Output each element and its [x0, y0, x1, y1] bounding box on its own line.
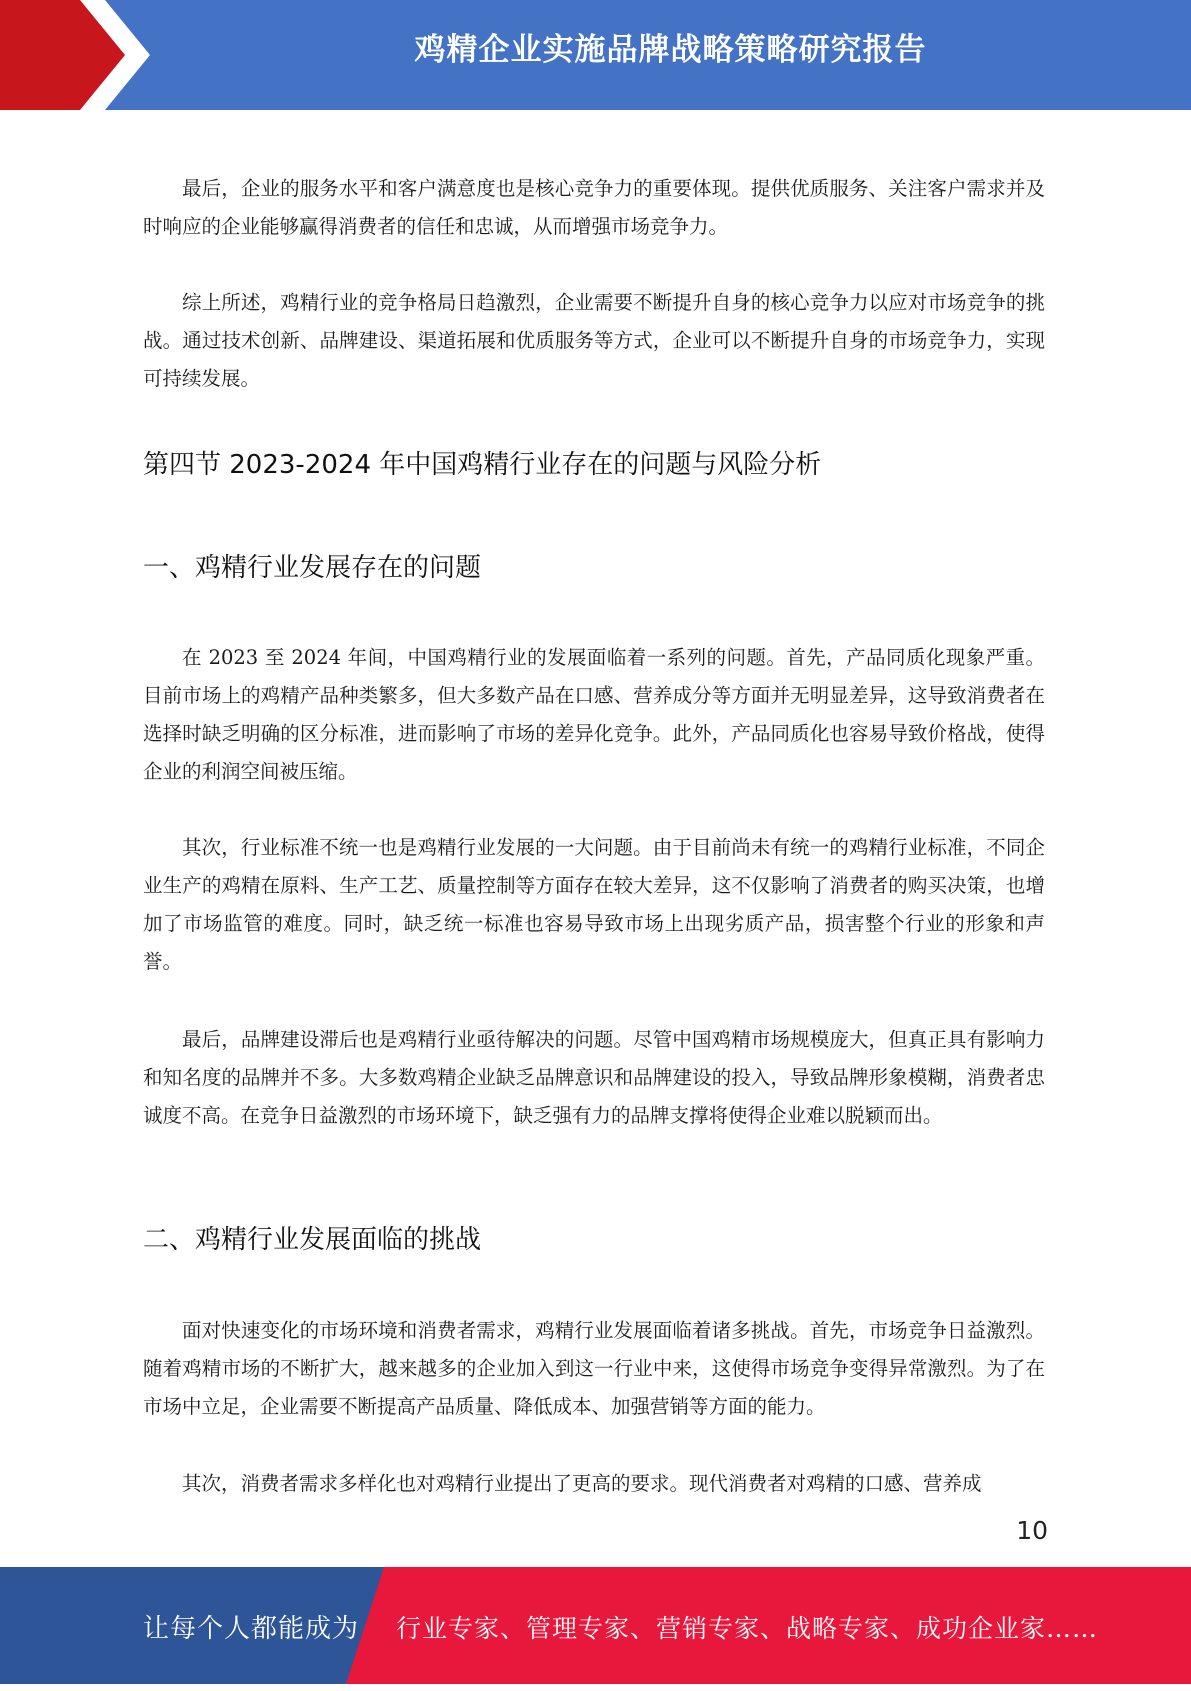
paragraph-branding: 最后，品牌建设滞后也是鸡精行业亟待解决的问题。尽管中国鸡精市场规模庞大，但真正具有影响力和知名度的品牌并不多。大多数鸡精企业缺乏品牌意识和品牌建设的投入，导致品牌形象模糊，消费者忠诚度不高。在竞争日益激烈的市场环境下，缺乏强有力的品牌支撑将使得企业难以脱颖而出。 — [143, 1028, 1045, 1127]
page-footer — [0, 1567, 1191, 1684]
paragraph-service: 最后，企业的服务水平和客户满意度也是核心竞争力的重要体现。提供优质服务、关注客户需求并及时响应的企业能够赢得消费者的信任和忠诚，从而增强市场竞争力。 — [143, 177, 1045, 238]
paragraph-homogenization: 在 2023 至 2024 年间，中国鸡精行业的发展面临着一系列的问题。首先，产品同质化现象严重。目前市场上的鸡精产品种类繁多，但大多数产品在口感、营养成分等方面并无明显差异，这导致消费者在选择时缺乏明确的区分标准，进而影响了市场的差异化竞争。此外，产品同质化也容易导致价格战，使得企业的利润空间被压缩。 — [143, 646, 1045, 783]
report-title: 鸡精企业实施品牌战略策略研究报告 — [414, 32, 927, 68]
paragraph-summary: 综上所述，鸡精行业的竞争格局日趋激烈，企业需要不断提升自身的核心竞争力以应对市场竞争的挑战。通过技术创新、品牌建设、渠道拓展和优质服务等方式，企业可以不断提升自身的市场竞争力，实现可持续发展。 — [143, 291, 1045, 390]
footer-slogan-left: 让每个人都能成为 — [143, 1614, 360, 1644]
subsection-heading-problems: 一、鸡精行业发展存在的问题 — [143, 553, 482, 583]
paragraph-standards: 其次，行业标准不统一也是鸡精行业发展的一大问题。由于目前尚未有统一的鸡精行业标准，不同企业生产的鸡精在原料、生产工艺、质量控制等方面存在较大差异，这不仅影响了消费者的购买决策，也增加了市场监管的难度。同时，缺乏统一标准也容易导致市场上出现劣质产品，损害整个行业的形象和声誉。 — [143, 836, 1045, 973]
subsection-heading-challenges: 二、鸡精行业发展面临的挑战 — [143, 1225, 482, 1255]
footer-slogan-right: 行业专家、管理专家、营销专家、战略专家、成功企业家…… — [396, 1614, 1099, 1643]
paragraph-demand: 其次，消费者需求多样化也对鸡精行业提出了更高的要求。现代消费者对鸡精的口感、营养成 — [182, 1472, 982, 1495]
paragraph-competition: 面对快速变化的市场环境和消费者需求，鸡精行业发展面临着诸多挑战。首先，市场竞争日益激烈。随着鸡精市场的不断扩大，越来越多的企业加入到这一行业中来，这使得市场竞争变得异常激烈。为了在市场中立足，企业需要不断提高产品质量、降低成本、加强营销等方面的能力。 — [143, 1319, 1045, 1418]
page-header — [0, 0, 1191, 110]
section-heading: 第四节 2023-2024 年中国鸡精行业存在的问题与风险分析 — [143, 450, 822, 480]
page-number: 10 — [1016, 1516, 1048, 1545]
